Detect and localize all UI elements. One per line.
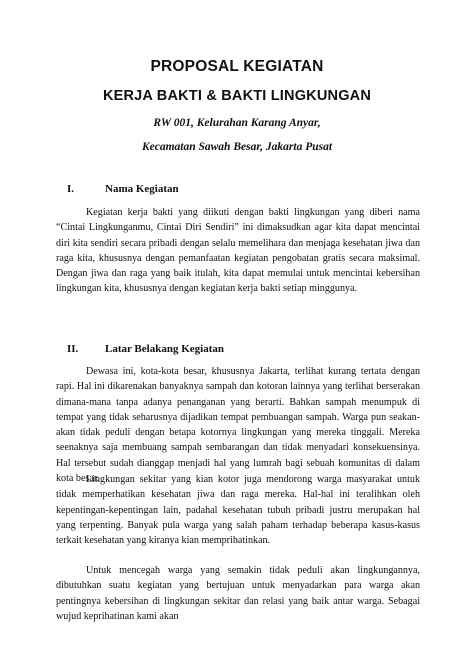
section-heading-latar-belakang bbox=[67, 343, 224, 355]
location-line-2: Kecamatan Sawah Besar, Jakarta Pusat bbox=[141, 141, 333, 153]
document-subtitle: KERJA BAKTI & BAKTI LINGKUNGAN bbox=[102, 88, 372, 104]
section-paragraph: Lingkungan sekitar yang kian kotor juga mendorong warga masyarakat untuk tidak memperhatikan kesehatan jiwa dan raga mereka. Hal-hal ini teralihkan oleh kepentingan-kepentingan lain, padahal kesehatan tubuh pribadi justru merupakan hal yang terpenting. Banyak pula warga yang salah paham terhadap beberapa kasus-kasus terkait kesehatan yang kiranya kian memprihatinkan. bbox=[56, 474, 420, 547]
location-line-1: RW 001, Kelurahan Karang Anyar, bbox=[153, 117, 321, 129]
section-title: Latar Belakang Kegiatan bbox=[105, 343, 224, 355]
section-paragraph: Dewasa ini, kota-kota besar, khususnya Jakarta, terlihat kurang tertata dengan rapi. Hal ini dikarenakan banyaknya sampah dan kotoran lainnya yang terlihat berserakan dimana-mana tanpa adanya penanganan yang berarti. Bahkan sampah menumpuk di tempat yang tidak seharusnya dijadikan tempat pembuangan sampah. Warga pun seakan-akan tidak peduli dengan betapa kotornya lingkungan yang mereka tinggali. Mereka seenaknya saja membuang sampah sembarangan dan tidak menyadari konsekuensinya. Hal tersebut sudah dianggap menjadi hal yang lumrah bagi sebuah komunitas di dalam kota besar. bbox=[56, 366, 420, 485]
document-title: PROPOSAL KEGIATAN bbox=[150, 58, 324, 75]
section-number: I. bbox=[67, 183, 75, 195]
section-number: II. bbox=[67, 343, 79, 355]
section-paragraph: Untuk mencegah warga yang semakin tidak peduli akan lingkungannya, dibutuhkan suatu kegiatan yang bertujuan untuk menyadarkan para warga akan pentingnya kebersihan di lingkungan sekitar dan relasi yang baik antar warga. Sebagai wujud keprihatinan kami akan bbox=[56, 565, 420, 622]
section-title: Nama Kegiatan bbox=[105, 183, 179, 195]
section-heading-nama-kegiatan bbox=[67, 183, 179, 195]
section-paragraph: Kegiatan kerja bakti yang diikuti dengan bakti lingkungan yang diberi nama “Cintai Lingkunganmu, Cintai Diri Sendiri” ini dimaksudkan agar kita dapat mencintai diri kita sendiri secara pribadi dengan selalu memelihara dan menjaga kesehatan jiwa dan raga kita, khususnya dengan pemanfaatan kegiatan pengobatan gratis secara maksimal. Dengan jiwa dan raga yang baik itulah, kita dapat memulai untuk mencintai kebersihan lingkungan kita, khususnya dengan kegiatan kerja bakti setiap minggunya. bbox=[56, 207, 420, 295]
